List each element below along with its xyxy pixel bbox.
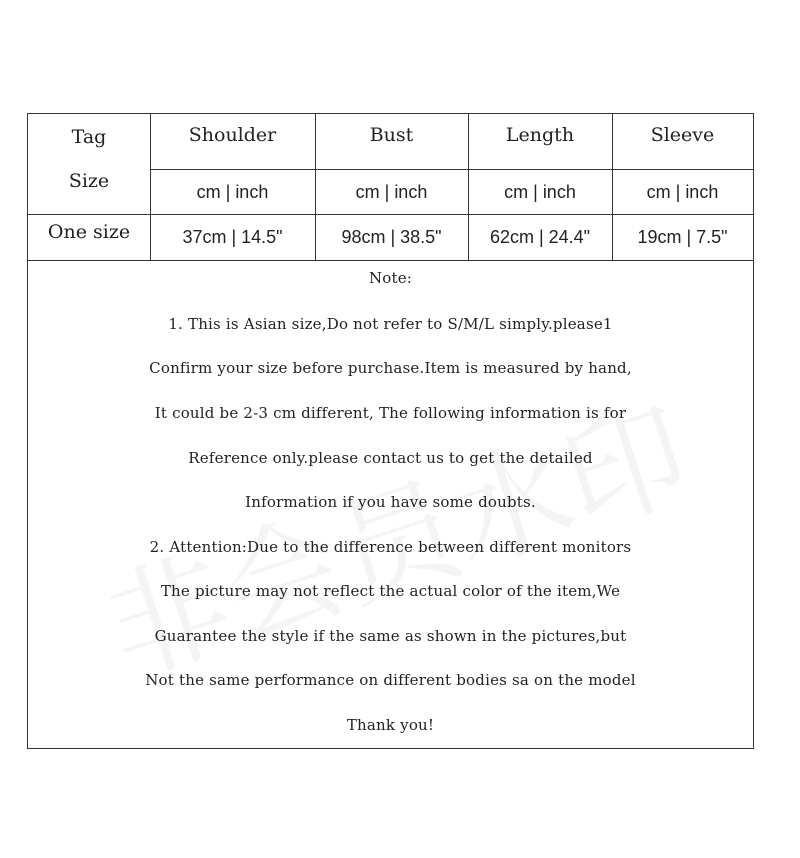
notes-section [28,262,753,748]
column-header-sleeve: Sleeve [650,124,715,146]
size-chart [27,113,754,749]
unit-label: cm | inch [646,181,719,202]
note-line: 1. This is Asian size,Do not refer to S/M/L simply.please1 [168,315,613,333]
row-label: One size [47,221,131,243]
divider [28,260,753,261]
note-line: Confirm your size before purchase.Item is measured by hand, [149,359,632,377]
table-cell: 62cm | 24.4" [489,226,591,247]
column-header-length: Length [505,124,575,146]
note-line: Information if you have some doubts. [245,493,536,511]
unit-label: cm | inch [504,181,576,202]
size-table [28,114,753,262]
table-cell: 37cm | 14.5" [182,226,283,247]
notes-title: Note: [368,269,413,287]
thank-you: Thank you! [346,716,435,734]
divider [150,169,753,170]
note-line: The picture may not reflect the actual color of the item,We [160,582,621,600]
note-line: Reference only.please contact us to get the detailed [188,449,593,467]
table-cell: 19cm | 7.5" [637,226,728,247]
note-line: It could be 2-3 cm different, The following information is for [154,404,627,422]
unit-label: cm | inch [355,181,428,202]
size-header: Size [68,170,110,192]
column-header-bust: Bust [369,124,414,146]
column-header-shoulder: Shoulder [188,124,277,146]
tag-header: Tag [71,126,107,148]
note-line: 2. Attention:Due to the difference between different monitors [149,538,632,556]
unit-label: cm | inch [196,181,269,202]
table-cell: 98cm | 38.5" [341,226,442,247]
divider [28,214,753,215]
note-line: Not the same performance on different bodies sa on the model [145,671,636,689]
note-line: Guarantee the style if the same as shown in the pictures,but [154,627,627,645]
